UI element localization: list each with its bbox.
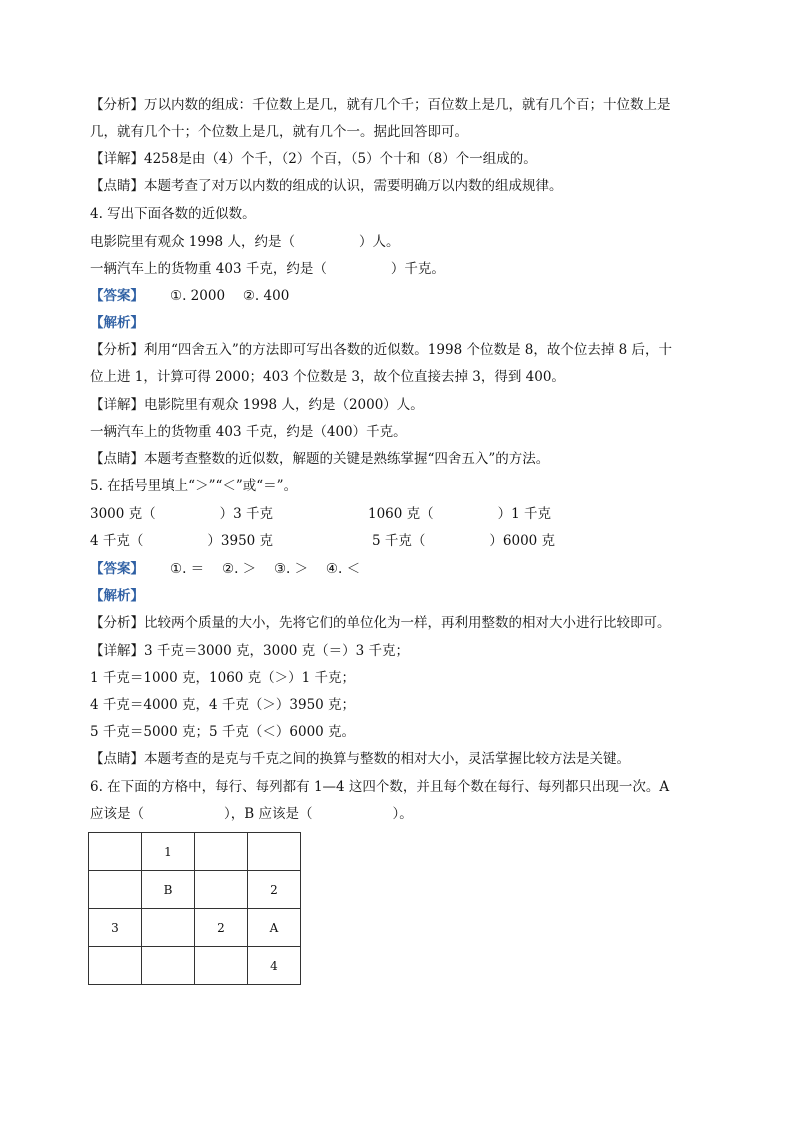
text: 一辆汽车上的货物重 403 千克，约是（ bbox=[90, 261, 327, 277]
grid-row bbox=[89, 909, 301, 947]
grid-cell: 1 bbox=[142, 833, 195, 871]
text: ）3950 克 bbox=[207, 533, 274, 549]
question-5-row-1 bbox=[90, 505, 790, 523]
text: ）6000 克 bbox=[489, 533, 556, 549]
text: 4 千克（ bbox=[90, 533, 144, 549]
question-5-col-2 bbox=[372, 532, 555, 550]
detail-line: 【详解】电影院里有观众 1998 人，约是（2000）人。 bbox=[90, 397, 424, 413]
jiexi-label: 【解析】 bbox=[90, 315, 144, 331]
grid-cell bbox=[142, 909, 195, 947]
analysis-line: 位上进 1，计算可得 2000；403 个位数是 3，故个位直接去掉 3，得到 400。 bbox=[90, 369, 565, 385]
question-6: 6. 在下面的方格中，每行、每列都有 1—4 这四个数，并且每个数在每行、每列都只出现一次。A bbox=[90, 779, 670, 795]
text: ）1 千克 bbox=[497, 506, 552, 522]
grid-cell: B bbox=[142, 871, 195, 909]
detail-line: 一辆汽车上的货物重 403 千克，约是（400）千克。 bbox=[90, 424, 407, 440]
number-grid bbox=[88, 832, 301, 985]
text: 1060 克（ bbox=[368, 506, 434, 522]
text: ）人。 bbox=[358, 234, 400, 250]
question-6-blanks bbox=[90, 805, 413, 823]
analysis-line: 几，就有几个十；个位数上是几，就有几个一。据此回答即可。 bbox=[90, 124, 468, 140]
grid-cell bbox=[248, 833, 301, 871]
answer-label: 【答案】 bbox=[90, 288, 144, 304]
jiexi-label-line bbox=[90, 587, 144, 605]
detail-line: 【详解】4258是由（4）个千，（2）个百，（5）个十和（8）个一组成的。 bbox=[90, 151, 537, 167]
comment-line: 【点睛】本题考查整数的近似数，解题的关键是熟练掌握“四舍五入”的方法。 bbox=[90, 451, 550, 467]
grid-cell: 4 bbox=[248, 947, 301, 985]
question-4: 4. 写出下面各数的近似数。 bbox=[90, 206, 256, 222]
jiexi-label: 【解析】 bbox=[90, 588, 144, 604]
question-5-col-2 bbox=[368, 505, 551, 523]
grid-cell bbox=[89, 833, 142, 871]
answer-values: ①. ＝ ②. ＞ ③. ＞ ④. ＜ bbox=[170, 561, 361, 577]
detail-line: 5 千克＝5000 克；5 千克（＜）6000 克。 bbox=[90, 724, 356, 740]
question-5-row-2 bbox=[90, 532, 790, 550]
grid-cell bbox=[195, 947, 248, 985]
text: 应该是（ bbox=[90, 806, 144, 822]
comment-line: 【点睛】本题考查了对万以内数的组成的认识，需要明确万以内数的组成规律。 bbox=[90, 178, 563, 194]
grid-cell: 2 bbox=[195, 909, 248, 947]
grid-row bbox=[89, 947, 301, 985]
text: ）3 千克 bbox=[219, 506, 274, 522]
answer-line bbox=[90, 560, 360, 578]
grid-cell bbox=[89, 871, 142, 909]
text: 电影院里有观众 1998 人，约是（ bbox=[90, 234, 295, 250]
grid-cell: 2 bbox=[248, 871, 301, 909]
question-4-item-2 bbox=[90, 260, 445, 278]
comment-line: 【点睛】本题考查的是克与千克之间的换算与整数的相对大小，灵活掌握比较方法是关键。 bbox=[90, 751, 630, 767]
analysis-line: 【分析】比较两个质量的大小，先将它们的单位化为一样，再利用整数的相对大小进行比较即可。 bbox=[90, 615, 671, 631]
text: ）千克。 bbox=[390, 261, 445, 277]
grid-cell bbox=[142, 947, 195, 985]
question-5: 5. 在括号里填上“＞”“＜”或“＝”。 bbox=[90, 478, 298, 494]
analysis-line: 【分析】利用“四舍五入”的方法即可写出各数的近似数。1998 个位数是 8，故个位去掉 8 后，十 bbox=[90, 342, 673, 358]
detail-line: 4 千克＝4000 克，4 千克（＞）3950 克； bbox=[90, 697, 356, 713]
analysis-line: 【分析】万以内数的组成：千位数上是几，就有几个千；百位数上是几，就有几个百；十位数上是 bbox=[90, 97, 671, 113]
text: ）。 bbox=[392, 806, 413, 822]
detail-line: 1 千克＝1000 克，1060 克（＞）1 千克； bbox=[90, 670, 356, 686]
detail-line: 【详解】3 千克＝3000 克，3000 克（＝）3 千克； bbox=[90, 643, 410, 659]
grid-cell bbox=[195, 833, 248, 871]
text: 3000 克（ bbox=[90, 506, 156, 522]
answer-values: ①. 2000 ②. 400 bbox=[170, 288, 290, 304]
answer-label: 【答案】 bbox=[90, 561, 144, 577]
grid-cell: 3 bbox=[89, 909, 142, 947]
grid-row bbox=[89, 871, 301, 909]
question-4-item-1 bbox=[90, 233, 399, 251]
text: 5 千克（ bbox=[372, 533, 426, 549]
text: ），B 应该是（ bbox=[224, 806, 313, 822]
grid-row bbox=[89, 833, 301, 871]
grid-cell: A bbox=[248, 909, 301, 947]
answer-line bbox=[90, 287, 289, 305]
jiexi-label-line bbox=[90, 314, 144, 332]
grid-cell bbox=[195, 871, 248, 909]
grid-cell bbox=[89, 947, 142, 985]
